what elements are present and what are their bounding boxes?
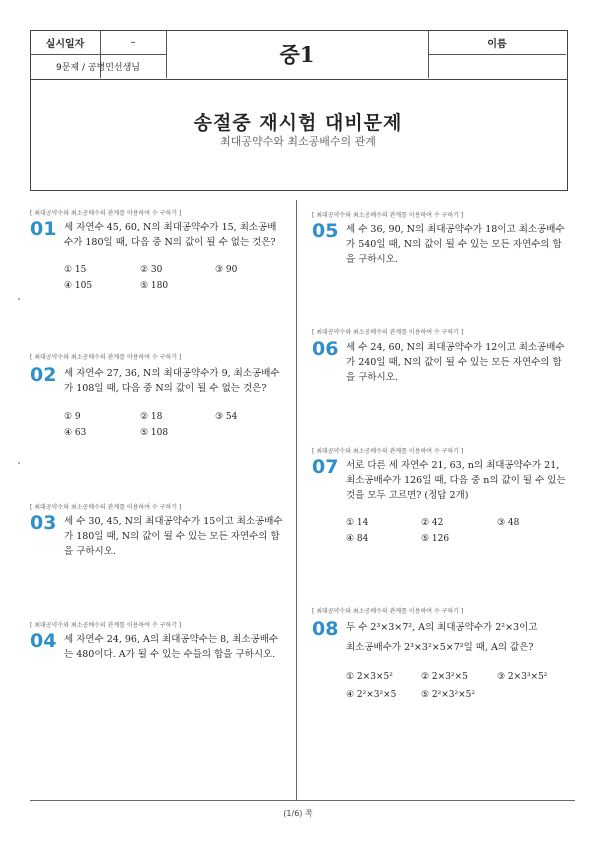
question-number: 08	[312, 618, 339, 640]
column-divider	[296, 200, 297, 800]
question-topic: [ 최대공약수와 최소공배수의 관계를 이용하여 수 구하기 ]	[30, 622, 182, 629]
scan-speck	[18, 298, 20, 300]
date-label: 실시일자	[45, 38, 85, 50]
question-topic: [ 최대공약수와 최소공배수의 관계를 이용하여 수 구하기 ]	[312, 329, 464, 336]
answer-option[interactable]: ④ 2²×3²×5	[346, 690, 397, 700]
question-text: 세 수 24, 60, N의 최대공약수가 12이고 최소공배수가 240일 때, N의 값이 될 수 있는 모든 자연수의 합을 구하시오.	[346, 342, 565, 383]
footer-rule	[30, 800, 575, 801]
scan-speck	[18, 462, 20, 464]
question-topic: [ 최대공약수와 최소공배수의 관계를 이용하여 수 구하기 ]	[312, 608, 464, 615]
question-text: 세 자연수 27, 36, N의 최대공약수가 9, 최소공배수가 108일 때, 다음 중 N의 값이 될 수 없는 것은?	[64, 368, 280, 394]
name-field[interactable]	[428, 54, 566, 78]
answer-option[interactable]: ① 2×3×5²	[346, 672, 393, 682]
answer-option[interactable]: ⑤ 180	[140, 281, 169, 291]
answer-option[interactable]: ④ 63	[64, 428, 87, 438]
answer-option[interactable]: ④ 105	[64, 281, 93, 291]
answer-option[interactable]: ① 9	[64, 412, 81, 422]
question-text: 서로 다른 세 자연수 21, 63, n의 최대공약수가 21, 최소공배수가 126일 때, 다음 중 n의 값이 될 수 있는 것을 모두 고르면? (정답 2개)	[346, 460, 566, 501]
question-number: 02	[30, 364, 57, 386]
question-topic: [ 최대공약수와 최소공배수의 관계를 이용하여 수 구하기 ]	[30, 504, 182, 511]
grade-label: 중1	[279, 42, 315, 67]
page-title: 송절중 재시험 대비문제	[193, 112, 403, 134]
answer-option[interactable]: ⑤ 126	[421, 534, 450, 544]
answer-option[interactable]: ⑤ 108	[140, 428, 169, 438]
answer-option[interactable]: ① 15	[64, 265, 87, 275]
answer-option[interactable]: ① 14	[346, 518, 369, 528]
question-text: 세 수 30, 45, N의 최대공약수가 15이고 최소공배수가 180일 때, N의 값이 될 수 있는 모든 자연수의 합을 구하시오.	[64, 516, 283, 557]
question-topic: [ 최대공약수와 최소공배수의 관계를 이용하여 수 구하기 ]	[30, 210, 182, 217]
answer-option[interactable]: ⑤ 2²×3²×5²	[421, 690, 476, 700]
question-text: 세 수 36, 90, N의 최대공약수가 18이고 최소공배수가 540일 때, N의 값이 될 수 있는 모든 자연수의 합을 구하시오.	[346, 224, 565, 265]
test-info: 9문제 / 공병민선생님	[55, 62, 141, 73]
page-subtitle: 최대공약수와 최소공배수의 관계	[220, 135, 376, 148]
answer-option[interactable]: ② 42	[421, 518, 444, 528]
question-topic: [ 최대공약수와 최소공배수의 관계를 이용하여 수 구하기 ]	[30, 354, 182, 361]
name-label: 이름	[487, 38, 507, 50]
question-number: 01	[30, 218, 57, 240]
answer-option[interactable]: ② 2×3²×5	[421, 672, 468, 682]
answer-option[interactable]: ② 30	[140, 265, 163, 275]
answer-option[interactable]: ③ 2×3³×5²	[497, 672, 548, 682]
question-text: 세 자연수 24, 96, A의 최대공약수는 8, 최소공배수는 480이다. A가 될 수 있는 수들의 합을 구하시오.	[64, 634, 279, 660]
answer-option[interactable]: ② 18	[140, 412, 163, 422]
date-value: –	[130, 36, 136, 48]
question-number: 07	[312, 456, 339, 478]
question-text-line2: 최소공배수가 2³×3²×5×7²일 때, A의 값은?	[346, 642, 534, 653]
answer-option[interactable]: ③ 90	[215, 265, 238, 275]
page-number: (1/6) 쪽	[283, 809, 313, 818]
answer-option[interactable]: ③ 48	[497, 518, 520, 528]
question-text: 세 자연수 45, 60, N의 최대공약수가 15, 최소공배수가 180일 때, 다음 중 N의 값이 될 수 없는 것은?	[64, 222, 277, 248]
question-number: 06	[312, 338, 339, 360]
question-topic: [ 최대공약수와 최소공배수의 관계를 이용하여 수 구하기 ]	[312, 448, 464, 455]
answer-option[interactable]: ③ 54	[215, 412, 238, 422]
question-text-line1: 두 수 2³×3×7², A의 최대공약수가 2²×3이고	[346, 622, 538, 633]
question-number: 04	[30, 630, 57, 652]
answer-option[interactable]: ④ 84	[346, 534, 369, 544]
question-topic: [ 최대공약수와 최소공배수의 관계를 이용하여 수 구하기 ]	[312, 212, 464, 219]
question-number: 03	[30, 512, 57, 534]
question-number: 05	[312, 220, 339, 242]
